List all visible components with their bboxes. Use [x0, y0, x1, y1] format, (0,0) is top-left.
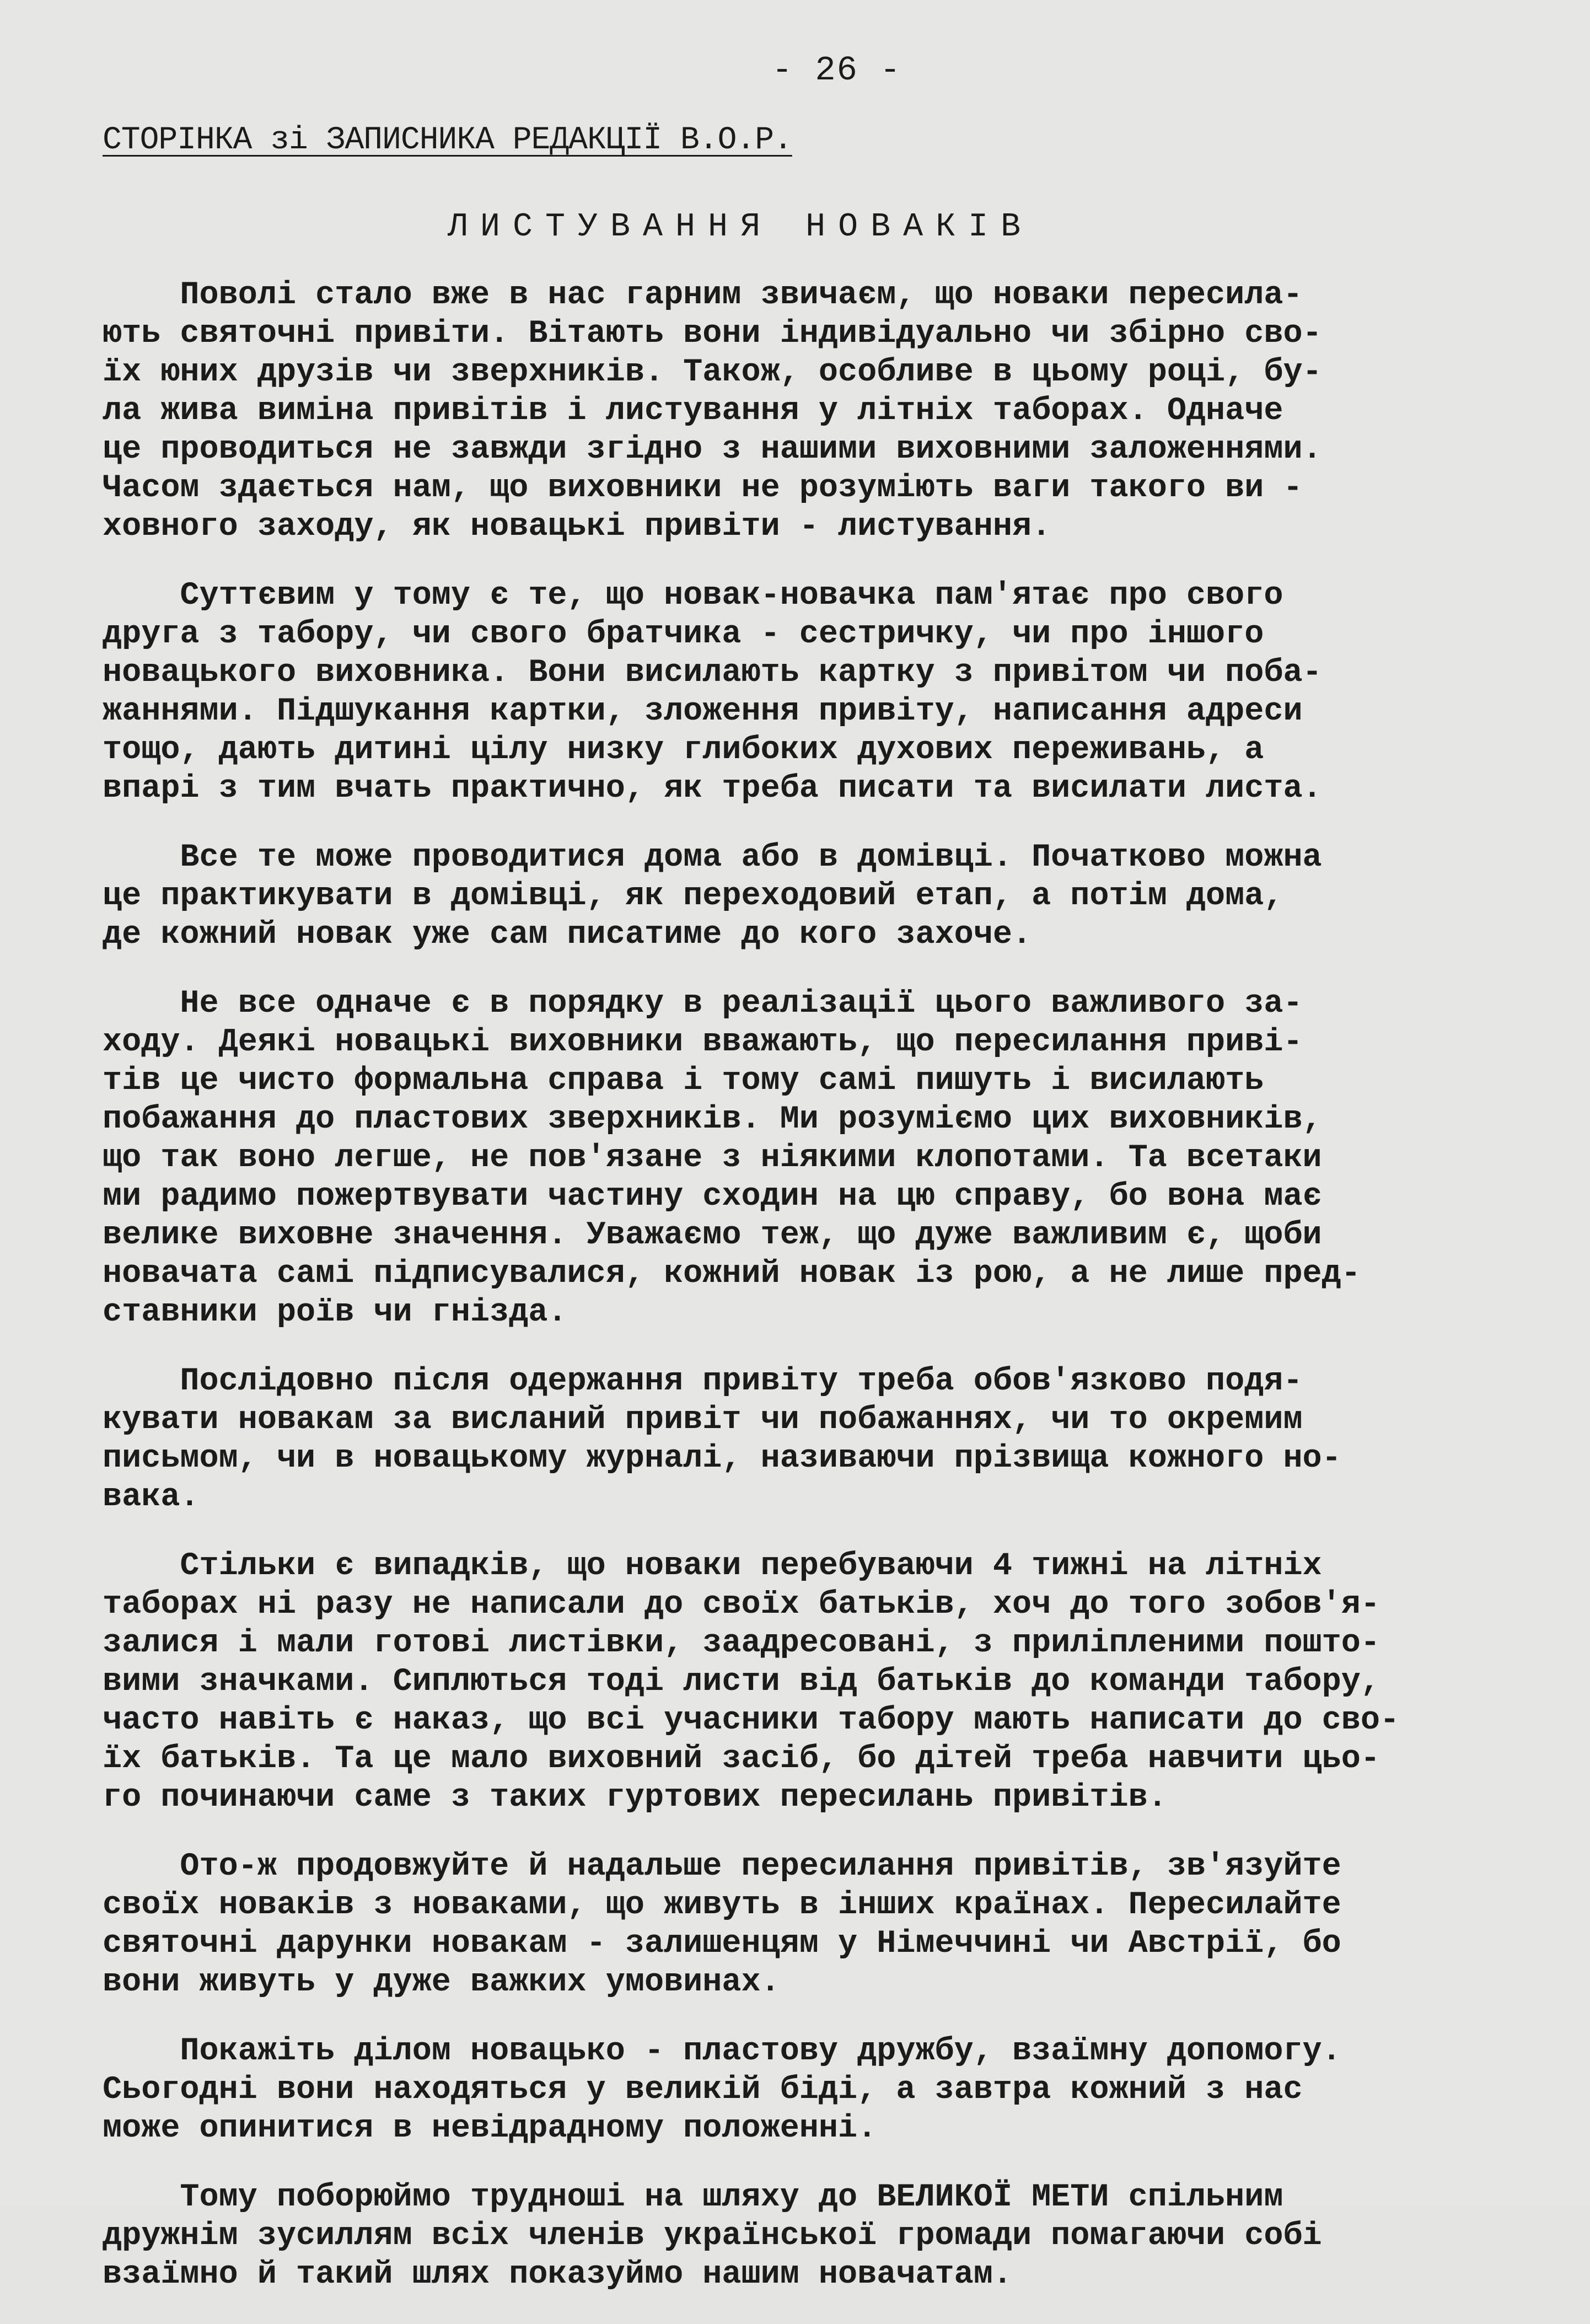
- text-line: Стільки є випадків, що новаки перебуваючи 4 тижні на літніх: [103, 1547, 1322, 1584]
- text-line: жаннями. Підшукання картки, зложення привіту, написання адреси: [103, 693, 1303, 729]
- text-line: Поволі стало вже в нас гарним звичаєм, що новаки пересила-: [103, 276, 1303, 313]
- paragraph: [103, 276, 1514, 546]
- text-line: побажання до пластових зверхників. Ми розуміємо цих виховників,: [103, 1101, 1322, 1137]
- article-title: ЛИСТУВАННЯ НОВАКІВ: [448, 208, 1034, 246]
- text-line: своїх новаків з новаками, що живуть в інших країнах. Пересилайте: [103, 1886, 1341, 1923]
- text-line: ла жива виміна привітів і листування у літніх таборах. Одначе: [103, 392, 1283, 429]
- text-line: ставники роїв чи гнізда.: [103, 1294, 567, 1330]
- paragraph: [103, 576, 1514, 808]
- text-line: ховного заходу, як новацькі привіти - листування.: [103, 508, 1051, 545]
- text-line: кувати новакам за висланий привіт чи побажаннях, чи то окремим: [103, 1401, 1303, 1438]
- text-line: святочні дарунки новакам - залишенцям у Німеччині чи Австрії, бо: [103, 1925, 1341, 1962]
- text-line: це проводиться не завжди згідно з нашими виховними заложеннями.: [103, 431, 1322, 468]
- paragraph: [103, 984, 1514, 1332]
- text-line: де кожний новак уже сам писатиме до кого захоче.: [103, 916, 1032, 953]
- text-line: Тому поборюймо трудноші на шляху до ВЕЛИКОЇ МЕТИ спільним: [103, 2178, 1283, 2215]
- section-header: СТОРІНКА зі ЗАПИСНИКА РЕДАКЦІЇ В.О.Р.: [103, 122, 792, 158]
- text-line: їх батьків. Та це мало виховний засіб, бо дітей треба навчити цьо-: [103, 1740, 1380, 1777]
- text-line: Покажіть ділом новацько - пластову дружбу, взаїмну допомогу.: [103, 2032, 1341, 2069]
- paragraph: [103, 838, 1514, 954]
- text-line: залися і мали готові листівки, заадресовані, з приліпленими пошто-: [103, 1624, 1380, 1661]
- text-line: Все те може проводитися дома або в домівці. Початково можна: [103, 839, 1322, 876]
- page-number: - 26 -: [772, 51, 902, 90]
- paragraph: [103, 2178, 1514, 2294]
- text-line: Послідовно після одержання привіту треба обов'язково подя-: [103, 1362, 1303, 1399]
- text-line: вими значками. Сиплються тоді листи від батьків до команди табору,: [103, 1663, 1380, 1700]
- text-line: таборах ні разу не написали до своїх батьків, хоч до того зобов'я-: [103, 1586, 1380, 1623]
- text-line: велике виховне значення. Уважаємо теж, що дуже важливим є, щоби: [103, 1216, 1322, 1253]
- paragraph: [103, 1847, 1514, 2001]
- text-line: вони живуть у дуже важких умовинах.: [103, 1963, 780, 2000]
- text-line: це практикувати в домівці, як переходовий етап, а потім дома,: [103, 877, 1283, 914]
- text-line: що так воно легше, не пов'язане з ніякими клопотами. Та всетаки: [103, 1139, 1322, 1176]
- paragraph: [103, 1362, 1514, 1516]
- text-line: новачата самі підписувалися, кожний новак із рою, а не лише пред-: [103, 1255, 1361, 1292]
- article-body: [103, 276, 1514, 2324]
- text-line: тощо, дають дитині цілу низку глибоких духових переживань, а: [103, 731, 1264, 768]
- text-line: впарі з тим вчать практично, як треба писати та висилати листа.: [103, 770, 1322, 807]
- text-line: новацького виховника. Вони висилають картку з привітом чи поба-: [103, 654, 1322, 691]
- text-line: Ото-ж продовжуйте й надальше пересилання привітів, зв'язуйте: [103, 1848, 1341, 1885]
- text-line: ють святочні привіти. Вітають вони індивідуально чи збірно сво-: [103, 315, 1322, 352]
- text-line: взаїмно й такий шлях показуймо нашим новачатам.: [103, 2256, 1012, 2293]
- text-line: може опинитися в невідрадному положенні.: [103, 2110, 877, 2146]
- text-line: Часом здається нам, що виховники не розуміють ваги такого ви -: [103, 469, 1303, 506]
- text-line: тів це чисто формальна справа і тому самі пишуть і висилають: [103, 1062, 1264, 1099]
- text-line: друга з табору, чи свого братчика - сестричку, чи про іншого: [103, 615, 1264, 652]
- text-line: часто навіть є наказ, що всі учасники табору мають написати до сво-: [103, 1702, 1400, 1738]
- text-line: го починаючи саме з таких гуртових пересилань привітів.: [103, 1779, 1167, 1816]
- text-line: письмом, чи в новацькому журналі, називаючи прізвища кожного но-: [103, 1440, 1341, 1477]
- text-line: дружнім зусиллям всіх членів української громади помагаючи собі: [103, 2217, 1322, 2254]
- text-line: вака.: [103, 1478, 200, 1515]
- paragraph: [103, 2032, 1514, 2148]
- text-line: Суттєвим у тому є те, що новак-новачка пам'ятає про свого: [103, 577, 1283, 614]
- text-line: Не все одначе є в порядку в реалізації цього важливого за-: [103, 985, 1303, 1022]
- text-line: Сьогодні вони находяться у великій біді, а завтра кожний з нас: [103, 2071, 1303, 2108]
- paragraph: [103, 1547, 1514, 1817]
- text-line: ми радимо пожертвувати частину сходин на цю справу, бо вона має: [103, 1178, 1322, 1215]
- text-line: ходу. Деякі новацькі виховники вважають, що пересилання приві-: [103, 1023, 1303, 1060]
- text-line: їх юних друзів чи зверхників. Також, особливе в цьому році, бу-: [103, 353, 1322, 390]
